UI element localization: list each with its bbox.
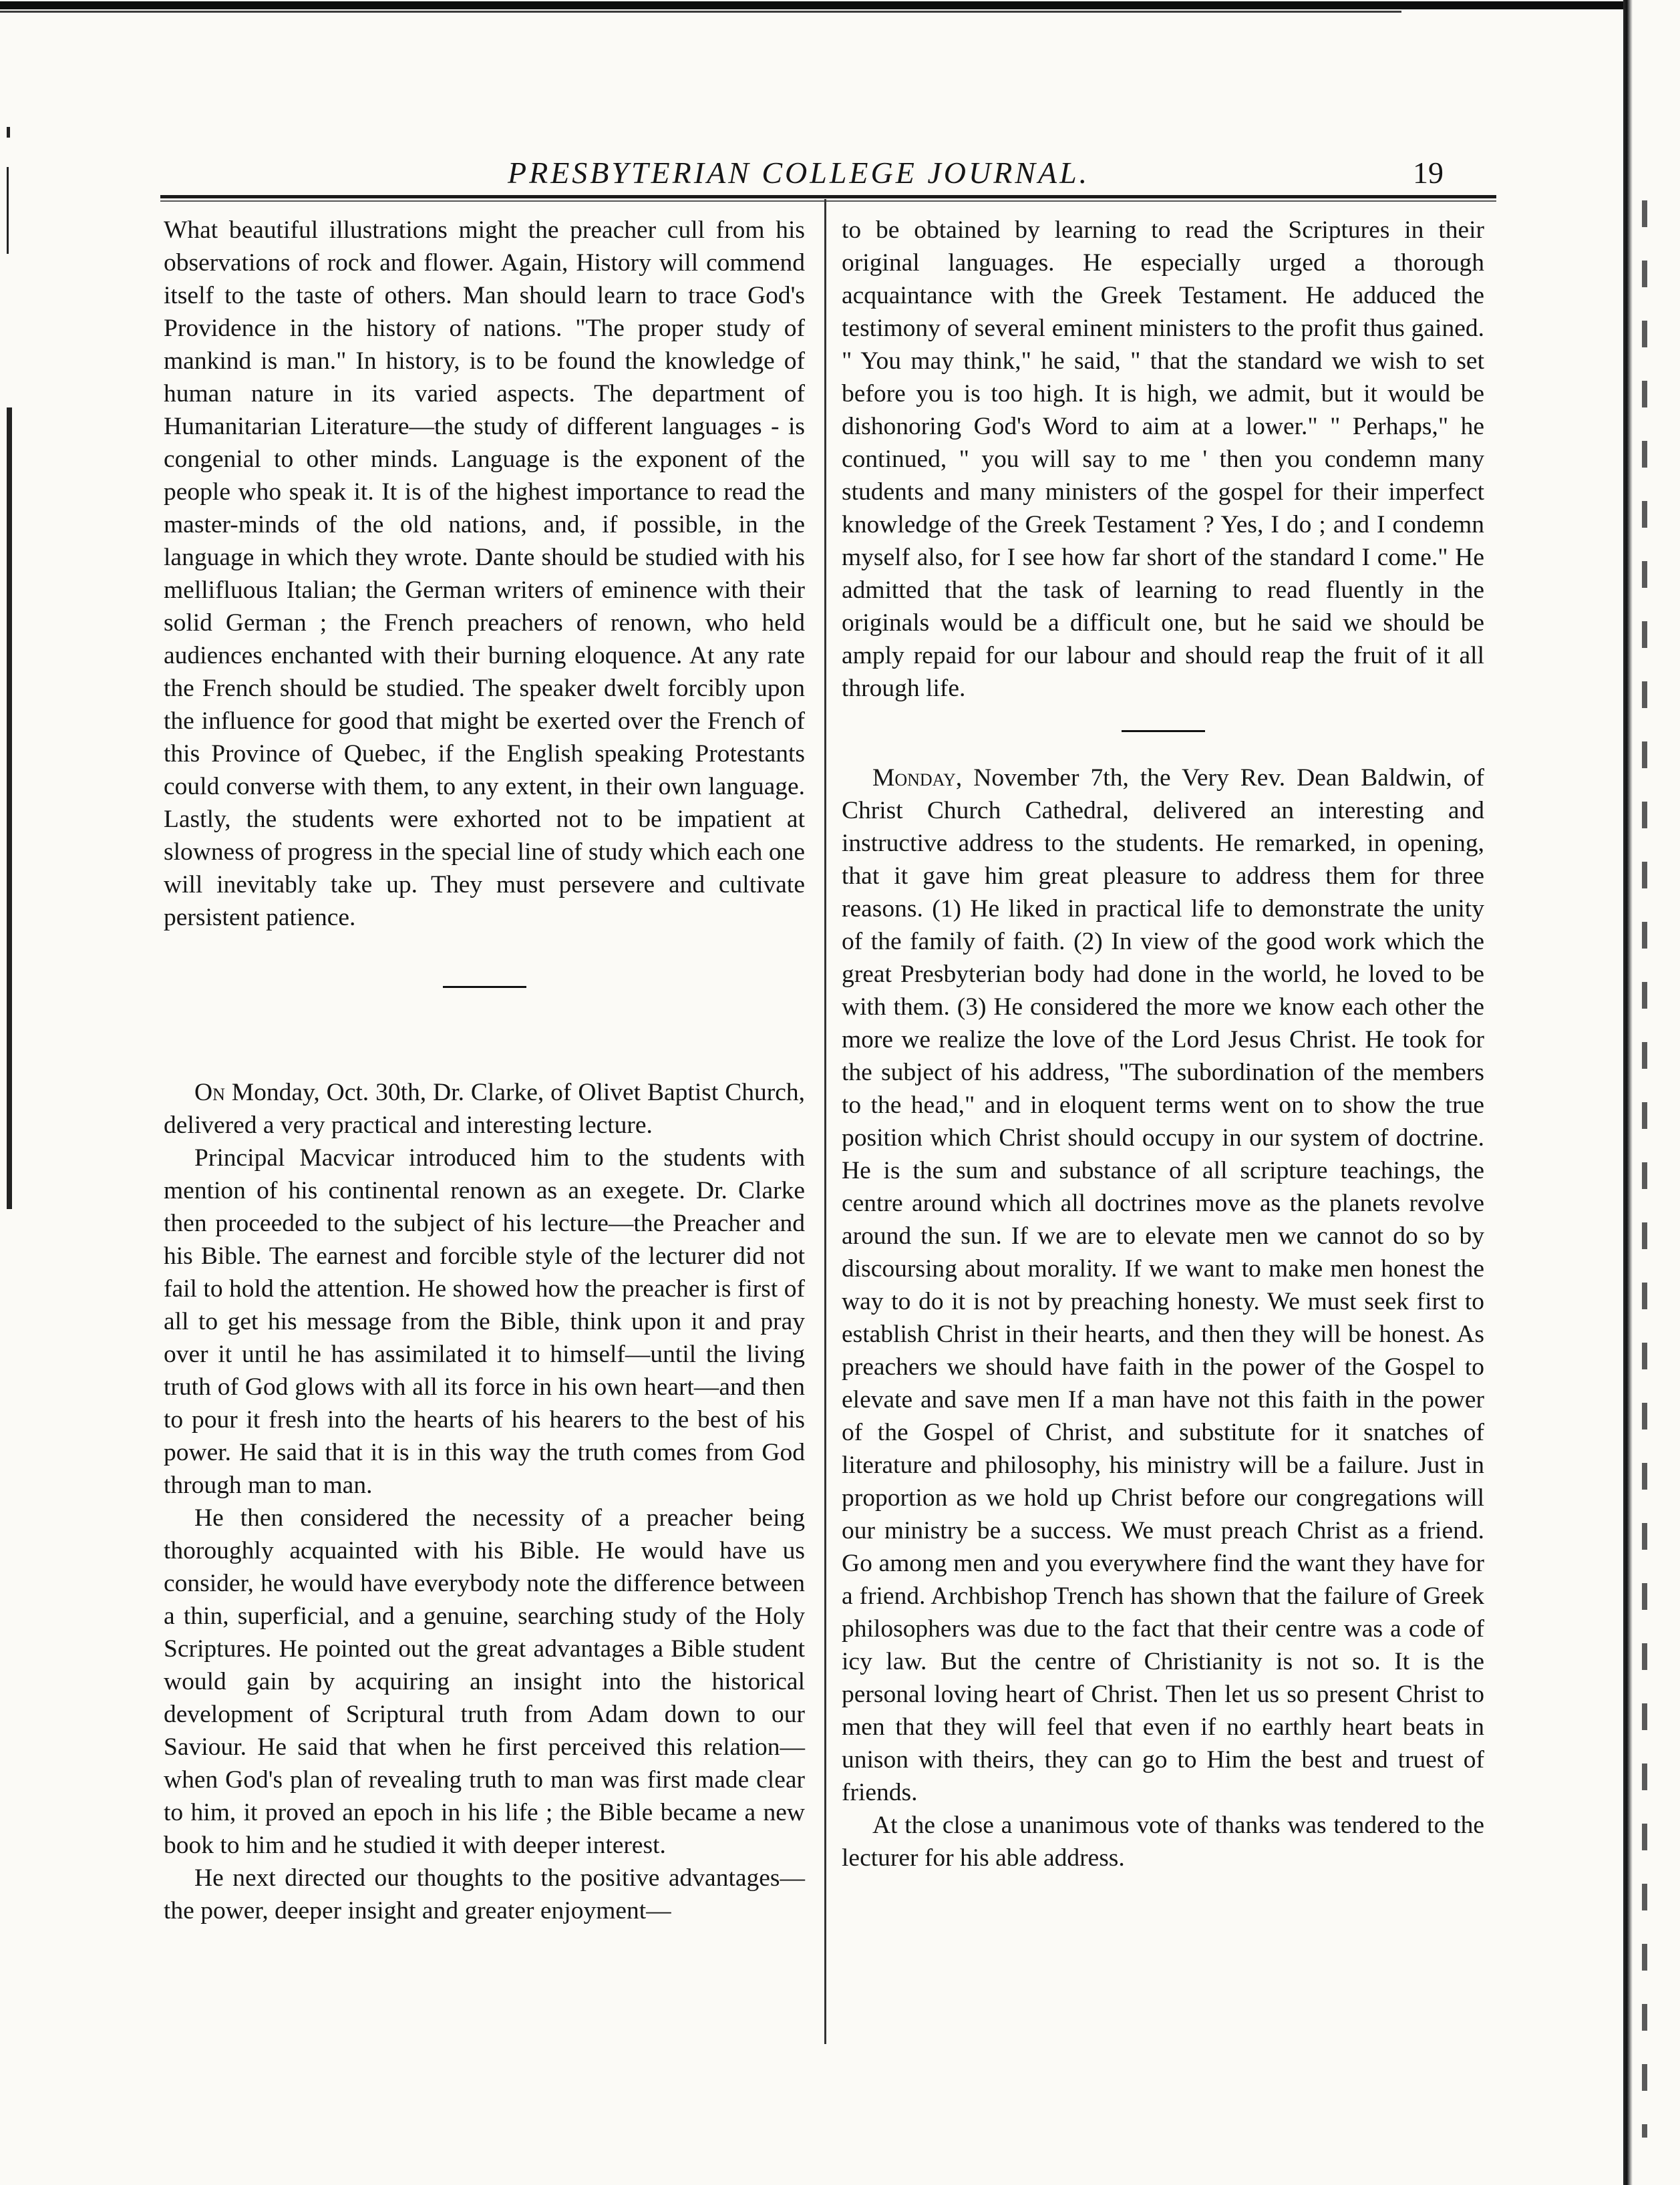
scan-left-mark (7, 167, 9, 254)
paragraph (164, 1076, 805, 1142)
lead-word: Monday, (872, 764, 963, 792)
column-divider (824, 199, 826, 2044)
paragraph: At the close a unanimous vote of thanks was tendered to the lecturer for his able address. (842, 1812, 1484, 1872)
scan-right-edge (1623, 0, 1633, 2185)
scan-top-border (0, 1, 1630, 20)
running-head (160, 155, 1496, 195)
scan-left-mark (7, 127, 10, 138)
paragraph (842, 762, 1484, 1809)
scan-left-bar (7, 407, 12, 1209)
header-rule (160, 195, 1496, 202)
paragraph: He next directed our thoughts to the positive advantages—the power, deeper insight and greater enjoyment— (164, 1864, 805, 1924)
left-column (164, 214, 805, 1927)
paragraph: What beautiful illustrations might the preacher cull from his observations of rock and flower. Again, History will commend itself to the taste of others. Man should learn to trace God's Providence in the history of nations. "The proper study of mankind is man." In history, is to be found the knowledge of human nature in its varied aspects. The department of Humanitarian Literature—the study of different languages - is congenial to other minds. Language is the exponent of the people who speak it. It is of the highest importance to read the master-minds of the old nations, and, if possible, in the language in which they wrote. Dante should be studied with his mellifluous Italian; the German writers of eminence with their solid German ; the French preachers of renown, who held audiences enchanted with their burning eloquence. At any rate the French should be studied. The speaker dwelt forcibly upon the influence for good that might be exerted over the French of this Province of Quebec, if the English speaking Protestants could converse with them, to any extent, in their own language. Lastly, the students were exhorted not to be impatient at slowness of progress in the special line of study which each one will inevitably take up. They must persevere and cultivate persistent patience. (164, 216, 805, 931)
right-column (842, 214, 1484, 1874)
scan-right-edge-marks (1642, 200, 1647, 2138)
section-separator (1122, 730, 1205, 732)
paragraph-text: Monday, Oct. 30th, Dr. Clarke, of Olivet Baptist Church, delivered a very practical and interesting lecture. (164, 1079, 805, 1139)
journal-title: PRESBYTERIAN COLLEGE JOURNAL. (508, 156, 1090, 190)
paragraph: Principal Macvicar introduced him to the students with mention of his continental renown as an exegete. Dr. Clarke then proceeded to the subject of his lecture—the Preacher and his Bible. The earnest and forcible style of the lecturer did not fail to hold the attention. He showed how the preacher is first of all to get his message from the Bible, think upon it and pray over it until he has assimilated it to himself—until the living truth of God glows with all its force in his own heart—and then to pour it fresh into the hearts of his hearers to the best of his power. He said that it is in this way the truth comes from God through man to man. (164, 1144, 805, 1499)
paragraph: to be obtained by learning to read the Scriptures in their original languages. He especially urged a thorough acquaintance with the Greek Testament. He adduced the testimony of several eminent ministers to the profit thus gained. " You may think," he said, " that the standard we wish to set before you is too high. It is high, we admit, but it would be dishonoring God's Word to aim at a lower." " Perhaps," he continued, " you will say to me ' then you condemn many students and many ministers of the gospel for their imperfect knowledge of the Greek Testament ? Yes, I do ; and I condemn myself also, for I see how far short of the standard I come." He admitted that the task of learning to read fluently in the originals would be a difficult one, but he said we should be amply repaid for our labour and should reap the fruit of it all through life. (842, 216, 1484, 702)
paragraph: He then considered the necessity of a preacher being thoroughly acquainted with his Bible. He would have us consider, he would have everybody note the difference between a thin, superficial, and a genuine, searching study of the Holy Scriptures. He pointed out the great advantages a Bible student would gain by acquiring an insight into the historical development of Scriptural truth from Adam down to our Saviour. He said that when he first perceived this relation—when God's plan of revealing truth to man was first made clear to him, it proved an epoch in his life ; the Bible became a new book to him and he studied it with deeper interest. (164, 1504, 805, 1859)
page-number: 19 (1413, 156, 1444, 190)
lead-word: On (194, 1079, 225, 1106)
paragraph-text: November 7th, the Very Rev. Dean Baldwin, of Christ Church Cathedral, delivered an interesting and instructive address to the students. He remarked, in opening, that it gave him great pleasure to address them for three reasons. (1) He liked in practical life to demonstrate the unity of the family of faith. (2) In view of the good work which the great Presbyterian body had done in the world, he loved to be with them. (3) He considered the more we know each other the more we realize the love of the Lord Jesus Christ. He took for the subject of his address, "The subordination of the members to the head," and in eloquent terms went on to show the true position which Christ should occupy in our system of doctrine. He is the sum and substance of all scripture teachings, the centre around which all doctrines move as the planets revolve around the sun. If we are to elevate men we cannot do so by discoursing about morality. If we want to make men honest the way to do it is not by preaching honesty. We must seek first to establish Christ in their hearts, and then they will be honest. As preachers we should have faith in the power of the Gospel to elevate and save men If a man have not this faith in the power of the Gospel of Christ, and substitute for it snatches of literature and philosophy, his ministry will be a failure. Just in proportion as we hold up Christ before our congregations will our ministry be a success. We must preach Christ as a friend. Go among men and you everywhere find the want they have for a friend. Archbishop Trench has shown that the failure of Greek philosophers was due to the fact that their centre was a code of icy law. But the centre of Christianity is not so. It is the personal loving heart of Christ. Then let us so present Christ to men that they will feel that even if no earthly heart beats in unison with theirs, they can go to Him the best and truest of friends. (842, 764, 1484, 1806)
section-separator (443, 986, 526, 988)
